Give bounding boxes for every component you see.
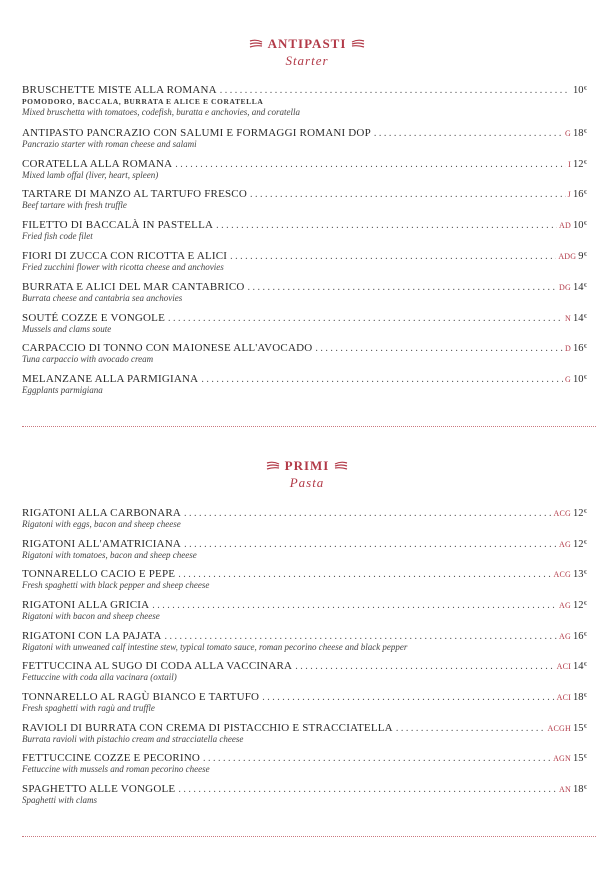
item-name: TARTARE DI MANZO AL TARTUFO FRESCO bbox=[22, 188, 247, 200]
allergen-codes: ACI bbox=[556, 693, 571, 702]
menu-item bbox=[22, 597, 587, 622]
allergen-codes: ACG bbox=[553, 509, 571, 518]
menu-item bbox=[22, 371, 587, 396]
item-description: Tuna carpaccio with avocado cream bbox=[22, 354, 154, 364]
menu-item bbox=[22, 658, 587, 683]
wheat-ornament-icon bbox=[266, 461, 280, 471]
dot-leader bbox=[220, 84, 569, 98]
dot-leader bbox=[152, 599, 557, 613]
dot-leader bbox=[262, 691, 554, 705]
allergen-codes: AD bbox=[559, 221, 571, 230]
item-description: Burrata cheese and cantabria sea anchovies bbox=[22, 293, 183, 303]
section-header bbox=[0, 36, 614, 69]
menu-item bbox=[22, 279, 587, 304]
wheat-ornament-icon bbox=[351, 39, 365, 49]
item-price: 10€ bbox=[573, 374, 587, 385]
item-description: Spaghetti with clams bbox=[22, 795, 97, 805]
dot-leader bbox=[250, 188, 566, 202]
item-name: RIGATONI CON LA PAJATA bbox=[22, 630, 162, 642]
section-divider bbox=[22, 836, 596, 837]
item-description: Fresh spaghetti with ragù and truffle bbox=[22, 703, 155, 713]
item-name: SOUTÉ COZZE E VONGOLE bbox=[22, 312, 166, 324]
item-price: 18€ bbox=[573, 692, 587, 703]
item-price: 15€ bbox=[573, 753, 587, 764]
item-description: Rigatoni with unweaned calf intestine stew, typical tomato sauce, roman pecorino cheese and black pepper bbox=[22, 642, 408, 652]
item-name: MELANZANE ALLA PARMIGIANA bbox=[22, 373, 199, 385]
item-subtitle: POMODORO, BACCALA, BURRATA E ALICE E CORATELLA bbox=[22, 97, 264, 106]
menu-item bbox=[22, 186, 587, 211]
item-name: FETTUCCINA AL SUGO DI CODA ALLA VACCINARA bbox=[22, 660, 293, 672]
item-price: 16€ bbox=[573, 189, 587, 200]
dot-leader bbox=[201, 373, 563, 387]
item-description: Eggplants parmigiana bbox=[22, 385, 103, 395]
dot-leader bbox=[315, 342, 563, 356]
allergen-codes: ACG bbox=[553, 570, 571, 579]
item-price: 12€ bbox=[573, 600, 587, 611]
allergen-codes: DG bbox=[559, 283, 571, 292]
allergen-codes: AG bbox=[559, 632, 571, 641]
dot-leader bbox=[168, 312, 563, 326]
section-subtitle: Pasta bbox=[289, 475, 325, 490]
item-name: RAVIOLI DI BURRATA CON CREMA DI PISTACCHIO E STRACCIATELLA bbox=[22, 722, 393, 734]
allergen-codes: ADG bbox=[558, 252, 577, 261]
item-price: 15€ bbox=[573, 723, 587, 734]
item-name: RIGATONI ALLA CARBONARA bbox=[22, 507, 182, 519]
section-primi bbox=[0, 458, 614, 491]
dot-leader bbox=[178, 783, 557, 797]
item-price: 14€ bbox=[573, 313, 587, 324]
dot-leader bbox=[230, 250, 556, 264]
item-price: 13€ bbox=[573, 569, 587, 580]
menu-item bbox=[22, 536, 587, 561]
item-price: 12€ bbox=[573, 539, 587, 550]
item-name: FETTUCCINE COZZE E PECORINO bbox=[22, 752, 201, 764]
menu-item bbox=[22, 125, 587, 150]
allergen-codes: N bbox=[565, 314, 571, 323]
section-header bbox=[0, 458, 614, 491]
section-title-row bbox=[0, 458, 614, 474]
menu-item bbox=[22, 217, 587, 242]
section-title: ANTIPASTI bbox=[267, 36, 347, 51]
dot-leader bbox=[216, 219, 557, 233]
item-price: 14€ bbox=[573, 282, 587, 293]
item-price: 9€ bbox=[578, 251, 587, 262]
item-description: Mixed bruschetta with tomatoes, codefish, buratta e anchovies, and coratella bbox=[22, 107, 300, 117]
menu-item bbox=[22, 248, 587, 273]
section-divider bbox=[22, 426, 596, 427]
menu-item bbox=[22, 82, 587, 118]
section-antipasti bbox=[0, 36, 614, 69]
item-price: 16€ bbox=[573, 343, 587, 354]
allergen-codes: J bbox=[567, 190, 571, 199]
allergen-codes: AG bbox=[559, 601, 571, 610]
item-name: BURRATA E ALICI DEL MAR CANTABRICO bbox=[22, 281, 245, 293]
dot-leader bbox=[184, 507, 551, 521]
item-description: Rigatoni with eggs, bacon and sheep cheese bbox=[22, 519, 181, 529]
dot-leader bbox=[295, 660, 554, 674]
dot-leader bbox=[248, 281, 558, 295]
item-name: SPAGHETTO ALLE VONGOLE bbox=[22, 783, 176, 795]
menu-item bbox=[22, 505, 587, 530]
item-name: BRUSCHETTE MISTE ALLA ROMANA bbox=[22, 84, 217, 96]
allergen-codes: G bbox=[565, 129, 571, 138]
menu-item bbox=[22, 689, 587, 714]
item-price: 12€ bbox=[573, 508, 587, 519]
item-name: FIORI DI ZUCCA CON RICOTTA E ALICI bbox=[22, 250, 228, 262]
item-price: 18€ bbox=[573, 128, 587, 139]
dot-leader bbox=[175, 158, 566, 172]
item-description: Fried fish code filet bbox=[22, 231, 93, 241]
item-description: Rigatoni with bacon and sheep cheese bbox=[22, 611, 160, 621]
menu-item bbox=[22, 750, 587, 775]
dot-leader bbox=[184, 538, 557, 552]
menu-item bbox=[22, 628, 587, 653]
item-description: Burrata ravioli with pistachio cream and stracciatella cheese bbox=[22, 734, 244, 744]
allergen-codes: AGN bbox=[553, 754, 571, 763]
allergen-codes: AG bbox=[559, 540, 571, 549]
allergen-codes: G bbox=[565, 375, 571, 384]
allergen-codes: ACGH bbox=[547, 724, 571, 733]
item-name: TONNARELLO CACIO E PEPE bbox=[22, 568, 176, 580]
section-subtitle: Starter bbox=[285, 53, 329, 68]
allergen-codes: I bbox=[568, 160, 571, 169]
allergen-codes: AN bbox=[559, 785, 571, 794]
item-name: ANTIPASTO PANCRAZIO CON SALUMI E FORMAGGI ROMANI DOP bbox=[22, 127, 371, 139]
item-name: CORATELLA ALLA ROMANA bbox=[22, 158, 173, 170]
item-description: Mussels and clams soute bbox=[22, 324, 112, 334]
item-name: FILETTO DI BACCALÀ IN PASTELLA bbox=[22, 219, 214, 231]
menu-item bbox=[22, 720, 587, 745]
item-name: CARPACCIO DI TONNO CON MAIONESE ALL'AVOCADO bbox=[22, 342, 313, 354]
item-name: RIGATONI ALL'AMATRICIANA bbox=[22, 538, 182, 550]
item-price: 14€ bbox=[573, 661, 587, 672]
item-description: Rigatoni with tomatoes, bacon and sheep cheese bbox=[22, 550, 197, 560]
item-price: 10€ bbox=[573, 85, 587, 96]
item-price: 10€ bbox=[573, 220, 587, 231]
wheat-ornament-icon bbox=[334, 461, 348, 471]
menu-item bbox=[22, 310, 587, 335]
item-description: Fried zucchini flower with ricotta cheese and anchovies bbox=[22, 262, 224, 272]
menu-item bbox=[22, 566, 587, 591]
item-description: Fresh spaghetti with black pepper and sheep cheese bbox=[22, 580, 210, 590]
item-description: Mixed lamb offal (liver, heart, spleen) bbox=[22, 170, 159, 180]
section-title-row bbox=[0, 36, 614, 52]
item-name: RIGATONI ALLA GRICIA bbox=[22, 599, 150, 611]
wheat-ornament-icon bbox=[249, 39, 263, 49]
item-name: TONNARELLO AL RAGÙ BIANCO E TARTUFO bbox=[22, 691, 260, 703]
allergen-codes: ACI bbox=[556, 662, 571, 671]
item-description: Fettuccine with mussels and roman pecorino cheese bbox=[22, 764, 210, 774]
dot-leader bbox=[396, 722, 546, 736]
item-price: 16€ bbox=[573, 631, 587, 642]
item-price: 12€ bbox=[573, 159, 587, 170]
item-description: Fettuccine with coda alla vacinara (oxtail) bbox=[22, 672, 177, 682]
allergen-codes: D bbox=[565, 344, 571, 353]
item-description: Pancrazio starter with roman cheese and salami bbox=[22, 139, 197, 149]
menu-item bbox=[22, 156, 587, 181]
menu-item bbox=[22, 781, 587, 806]
menu-item bbox=[22, 340, 587, 365]
item-price: 18€ bbox=[573, 784, 587, 795]
item-description: Beef tartare with fresh truffle bbox=[22, 200, 127, 210]
section-title: PRIMI bbox=[284, 458, 330, 473]
dot-leader bbox=[374, 127, 563, 141]
dot-leader bbox=[203, 752, 551, 766]
dot-leader bbox=[178, 568, 551, 582]
